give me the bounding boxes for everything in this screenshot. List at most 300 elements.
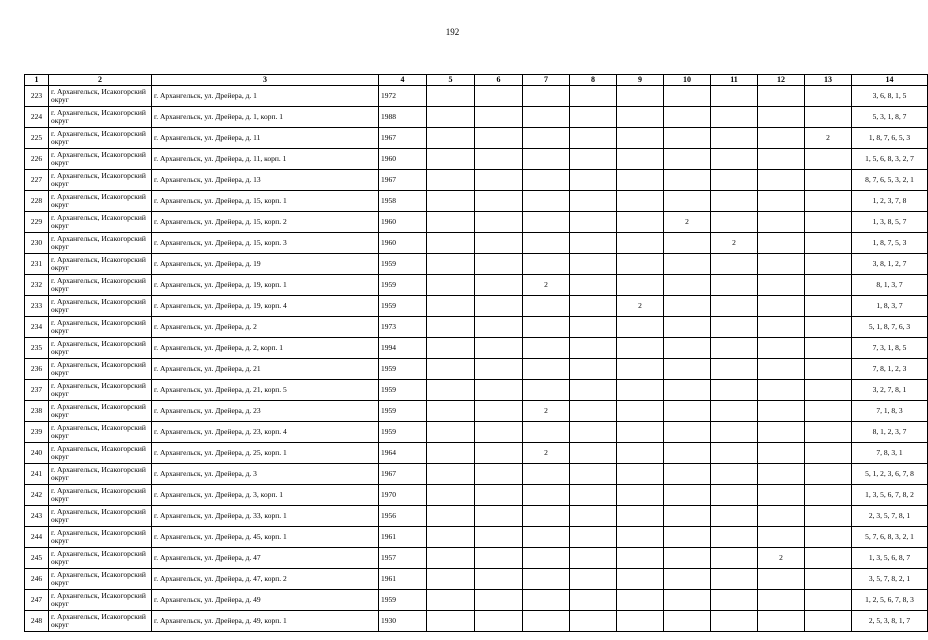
value-cell-8 [570,275,617,296]
row-number: 247 [25,590,49,611]
value-cell-5 [427,590,475,611]
codes-cell: 5, 7, 6, 8, 3, 2, 1 [852,527,928,548]
district-cell: г. Архангельск, Исакогорский округ [49,317,152,338]
value-cell-12 [758,485,805,506]
value-cell-12 [758,464,805,485]
value-cell-13 [805,380,852,401]
codes-cell: 5, 3, 1, 8, 7 [852,107,928,128]
district-cell: г. Архангельск, Исакогорский округ [49,86,152,107]
column-header-10: 10 [664,75,711,86]
value-cell-9 [617,191,664,212]
codes-cell: 5, 1, 8, 7, 6, 3 [852,317,928,338]
value-cell-11 [711,527,758,548]
value-cell-8 [570,443,617,464]
value-cell-7 [523,338,570,359]
district-cell: г. Архангельск, Исакогорский округ [49,401,152,422]
value-cell-11 [711,485,758,506]
value-cell-5 [427,569,475,590]
value-cell-8 [570,128,617,149]
value-cell-6 [475,149,523,170]
value-cell-11 [711,380,758,401]
table-row [25,149,928,170]
value-cell-10 [664,590,711,611]
value-cell-12 [758,317,805,338]
value-cell-6 [475,527,523,548]
value-cell-13 [805,86,852,107]
row-number: 244 [25,527,49,548]
address-cell: г. Архангельск, ул. Дрейера, д. 47 [152,548,379,569]
district-cell: г. Архангельск, Исакогорский округ [49,590,152,611]
value-cell-13 [805,527,852,548]
value-cell-6 [475,128,523,149]
value-cell-6 [475,506,523,527]
value-cell-7 [523,569,570,590]
district-cell: г. Архангельск, Исакогорский округ [49,611,152,632]
table-row [25,611,928,632]
value-cell-12: 2 [758,548,805,569]
year-cell: 1956 [379,506,427,527]
column-header-4: 4 [379,75,427,86]
value-cell-11 [711,401,758,422]
value-cell-8 [570,317,617,338]
table-row [25,548,928,569]
district-cell: г. Архангельск, Исакогорский округ [49,149,152,170]
value-cell-8 [570,296,617,317]
value-cell-9 [617,170,664,191]
codes-cell: 1, 8, 3, 7 [852,296,928,317]
address-cell: г. Архангельск, ул. Дрейера, д. 23 [152,401,379,422]
codes-cell: 1, 3, 5, 6, 8, 7 [852,548,928,569]
district-cell: г. Архангельск, Исакогорский округ [49,212,152,233]
address-cell: г. Архангельск, ул. Дрейера, д. 25, корп. 1 [152,443,379,464]
row-number: 226 [25,149,49,170]
codes-cell: 1, 2, 5, 6, 7, 8, 3 [852,590,928,611]
value-cell-13 [805,170,852,191]
district-cell: г. Архангельск, Исакогорский округ [49,254,152,275]
register-table [24,74,928,632]
row-number: 224 [25,107,49,128]
value-cell-6 [475,212,523,233]
district-cell: г. Архангельск, Исакогорский округ [49,485,152,506]
value-cell-10 [664,191,711,212]
value-cell-10 [664,380,711,401]
value-cell-12 [758,401,805,422]
value-cell-9 [617,380,664,401]
value-cell-12 [758,296,805,317]
codes-cell: 8, 1, 3, 7 [852,275,928,296]
value-cell-13 [805,338,852,359]
value-cell-9: 2 [617,296,664,317]
value-cell-5 [427,359,475,380]
codes-cell: 2, 5, 3, 8, 1, 7 [852,611,928,632]
value-cell-7 [523,611,570,632]
value-cell-13 [805,359,852,380]
value-cell-12 [758,506,805,527]
value-cell-9 [617,569,664,590]
row-number: 230 [25,233,49,254]
year-cell: 1967 [379,170,427,191]
year-cell: 1959 [379,296,427,317]
value-cell-13 [805,443,852,464]
year-cell: 1959 [379,590,427,611]
row-number: 240 [25,443,49,464]
value-cell-11 [711,170,758,191]
value-cell-6 [475,380,523,401]
row-number: 243 [25,506,49,527]
value-cell-7 [523,548,570,569]
value-cell-11 [711,317,758,338]
value-cell-10 [664,296,711,317]
value-cell-10 [664,443,711,464]
address-cell: г. Архангельск, ул. Дрейера, д. 2 [152,317,379,338]
table-row [25,170,928,191]
table-row [25,296,928,317]
table-row [25,212,928,233]
table-row [25,590,928,611]
value-cell-11 [711,338,758,359]
year-cell: 1959 [379,401,427,422]
value-cell-6 [475,317,523,338]
value-cell-5 [427,443,475,464]
value-cell-7: 2 [523,401,570,422]
column-header-9: 9 [617,75,664,86]
value-cell-6 [475,443,523,464]
table-row [25,275,928,296]
value-cell-6 [475,611,523,632]
codes-cell: 1, 5, 6, 8, 3, 2, 7 [852,149,928,170]
value-cell-7 [523,191,570,212]
value-cell-7: 2 [523,275,570,296]
value-cell-13 [805,506,852,527]
value-cell-13 [805,191,852,212]
table-row [25,254,928,275]
value-cell-6 [475,422,523,443]
value-cell-5 [427,611,475,632]
value-cell-7 [523,317,570,338]
value-cell-9 [617,527,664,548]
address-cell: г. Архангельск, ул. Дрейера, д. 33, корп. 1 [152,506,379,527]
year-cell: 1988 [379,107,427,128]
value-cell-9 [617,212,664,233]
value-cell-13 [805,485,852,506]
value-cell-5 [427,212,475,233]
value-cell-9 [617,464,664,485]
value-cell-6 [475,170,523,191]
table-row [25,86,928,107]
value-cell-11 [711,443,758,464]
value-cell-10 [664,86,711,107]
value-cell-12 [758,359,805,380]
codes-cell: 5, 1, 2, 3, 6, 7, 8 [852,464,928,485]
value-cell-9 [617,86,664,107]
value-cell-12 [758,212,805,233]
value-cell-7 [523,485,570,506]
column-header-2: 2 [49,75,152,86]
value-cell-9 [617,149,664,170]
address-cell: г. Архангельск, ул. Дрейера, д. 3, корп. 1 [152,485,379,506]
table-row [25,485,928,506]
value-cell-11 [711,506,758,527]
value-cell-9 [617,611,664,632]
value-cell-13: 2 [805,128,852,149]
value-cell-7 [523,212,570,233]
table-row [25,464,928,485]
value-cell-5 [427,338,475,359]
value-cell-11 [711,128,758,149]
value-cell-6 [475,401,523,422]
district-cell: г. Архангельск, Исакогорский округ [49,548,152,569]
table-row [25,401,928,422]
codes-cell: 1, 3, 8, 5, 7 [852,212,928,233]
value-cell-5 [427,527,475,548]
value-cell-5 [427,86,475,107]
row-number: 248 [25,611,49,632]
address-cell: г. Архангельск, ул. Дрейера, д. 21 [152,359,379,380]
value-cell-11 [711,275,758,296]
address-cell: г. Архангельск, ул. Дрейера, д. 15, корп. 2 [152,212,379,233]
district-cell: г. Архангельск, Исакогорский округ [49,380,152,401]
address-cell: г. Архангельск, ул. Дрейера, д. 19 [152,254,379,275]
row-number: 223 [25,86,49,107]
column-header-1: 1 [25,75,49,86]
value-cell-13 [805,107,852,128]
value-cell-7 [523,464,570,485]
year-cell: 1960 [379,233,427,254]
value-cell-5 [427,149,475,170]
column-header-12: 12 [758,75,805,86]
year-cell: 1961 [379,527,427,548]
value-cell-12 [758,590,805,611]
district-cell: г. Архангельск, Исакогорский округ [49,338,152,359]
row-number: 241 [25,464,49,485]
codes-cell: 3, 8, 1, 2, 7 [852,254,928,275]
address-cell: г. Архангельск, ул. Дрейера, д. 19, корп. 4 [152,296,379,317]
value-cell-6 [475,485,523,506]
value-cell-6 [475,359,523,380]
table-row [25,128,928,149]
year-cell: 1959 [379,275,427,296]
year-cell: 1960 [379,212,427,233]
value-cell-9 [617,275,664,296]
year-cell: 1967 [379,464,427,485]
value-cell-7 [523,296,570,317]
value-cell-13 [805,233,852,254]
value-cell-12 [758,107,805,128]
row-number: 239 [25,422,49,443]
value-cell-11 [711,86,758,107]
value-cell-7 [523,506,570,527]
address-cell: г. Архангельск, ул. Дрейера, д. 15, корп. 1 [152,191,379,212]
year-cell: 1930 [379,611,427,632]
value-cell-8 [570,527,617,548]
value-cell-8 [570,191,617,212]
value-cell-7 [523,149,570,170]
value-cell-8 [570,569,617,590]
district-cell: г. Архангельск, Исакогорский округ [49,464,152,485]
address-cell: г. Архангельск, ул. Дрейера, д. 1, корп. 1 [152,107,379,128]
value-cell-13 [805,149,852,170]
value-cell-13 [805,401,852,422]
column-header-5: 5 [427,75,475,86]
value-cell-9 [617,506,664,527]
value-cell-9 [617,128,664,149]
value-cell-10 [664,464,711,485]
value-cell-13 [805,212,852,233]
value-cell-5 [427,380,475,401]
value-cell-9 [617,443,664,464]
value-cell-10 [664,254,711,275]
value-cell-11 [711,569,758,590]
address-cell: г. Архангельск, ул. Дрейера, д. 3 [152,464,379,485]
codes-cell: 8, 1, 2, 3, 7 [852,422,928,443]
value-cell-13 [805,254,852,275]
value-cell-10 [664,317,711,338]
value-cell-5 [427,191,475,212]
value-cell-11: 2 [711,233,758,254]
value-cell-11 [711,464,758,485]
address-cell: г. Архангельск, ул. Дрейера, д. 21, корп. 5 [152,380,379,401]
value-cell-12 [758,170,805,191]
table-row [25,506,928,527]
address-cell: г. Архангельск, ул. Дрейера, д. 1 [152,86,379,107]
value-cell-11 [711,611,758,632]
table-row [25,443,928,464]
value-cell-7 [523,86,570,107]
value-cell-6 [475,254,523,275]
value-cell-8 [570,548,617,569]
value-cell-11 [711,212,758,233]
district-cell: г. Архангельск, Исакогорский округ [49,191,152,212]
table-row [25,359,928,380]
district-cell: г. Архангельск, Исакогорский округ [49,569,152,590]
address-cell: г. Архангельск, ул. Дрейера, д. 13 [152,170,379,191]
codes-cell: 8, 7, 6, 5, 3, 2, 1 [852,170,928,191]
value-cell-8 [570,170,617,191]
value-cell-9 [617,485,664,506]
header-row [25,75,928,86]
address-cell: г. Архангельск, ул. Дрейера, д. 49 [152,590,379,611]
value-cell-8 [570,338,617,359]
value-cell-8 [570,359,617,380]
table-row [25,380,928,401]
value-cell-7 [523,359,570,380]
value-cell-12 [758,233,805,254]
value-cell-10 [664,485,711,506]
value-cell-11 [711,191,758,212]
value-cell-10 [664,107,711,128]
district-cell: г. Архангельск, Исакогорский округ [49,527,152,548]
district-cell: г. Архангельск, Исакогорский округ [49,107,152,128]
value-cell-6 [475,590,523,611]
value-cell-6 [475,569,523,590]
value-cell-5 [427,317,475,338]
value-cell-7 [523,422,570,443]
value-cell-11 [711,422,758,443]
district-cell: г. Архангельск, Исакогорский округ [49,128,152,149]
codes-cell: 7, 1, 8, 3 [852,401,928,422]
value-cell-9 [617,107,664,128]
year-cell: 1957 [379,548,427,569]
value-cell-8 [570,380,617,401]
page-number: 192 [445,27,460,37]
value-cell-11 [711,296,758,317]
value-cell-10 [664,338,711,359]
row-number: 236 [25,359,49,380]
value-cell-12 [758,86,805,107]
value-cell-9 [617,338,664,359]
value-cell-12 [758,443,805,464]
year-cell: 1973 [379,317,427,338]
value-cell-9 [617,317,664,338]
row-number: 237 [25,380,49,401]
column-header-7: 7 [523,75,570,86]
codes-cell: 3, 2, 7, 8, 1 [852,380,928,401]
table-row [25,233,928,254]
value-cell-8 [570,506,617,527]
value-cell-5 [427,485,475,506]
value-cell-5 [427,128,475,149]
year-cell: 1959 [379,254,427,275]
value-cell-5 [427,464,475,485]
value-cell-7 [523,527,570,548]
value-cell-6 [475,233,523,254]
value-cell-6 [475,275,523,296]
value-cell-13 [805,422,852,443]
codes-cell: 7, 8, 1, 2, 3 [852,359,928,380]
address-cell: г. Архангельск, ул. Дрейера, д. 23, корп. 4 [152,422,379,443]
table-row [25,422,928,443]
value-cell-10 [664,128,711,149]
value-cell-8 [570,212,617,233]
codes-cell: 7, 3, 1, 8, 5 [852,338,928,359]
year-cell: 1964 [379,443,427,464]
value-cell-7 [523,590,570,611]
row-number: 225 [25,128,49,149]
codes-cell: 3, 5, 7, 8, 2, 1 [852,569,928,590]
value-cell-12 [758,191,805,212]
value-cell-10 [664,275,711,296]
value-cell-8 [570,86,617,107]
address-cell: г. Архангельск, ул. Дрейера, д. 45, корп. 1 [152,527,379,548]
row-number: 232 [25,275,49,296]
value-cell-6 [475,464,523,485]
value-cell-13 [805,611,852,632]
value-cell-8 [570,590,617,611]
value-cell-13 [805,296,852,317]
address-cell: г. Архангельск, ул. Дрейера, д. 11, корп. 1 [152,149,379,170]
value-cell-5 [427,401,475,422]
address-cell: г. Архангельск, ул. Дрейера, д. 15, корп. 3 [152,233,379,254]
codes-cell: 3, 6, 8, 1, 5 [852,86,928,107]
value-cell-8 [570,401,617,422]
value-cell-10 [664,548,711,569]
value-cell-5 [427,548,475,569]
value-cell-9 [617,548,664,569]
value-cell-12 [758,275,805,296]
value-cell-13 [805,590,852,611]
address-cell: г. Архангельск, ул. Дрейера, д. 49, корп. 1 [152,611,379,632]
year-cell: 1958 [379,191,427,212]
district-cell: г. Архангельск, Исакогорский округ [49,443,152,464]
value-cell-13 [805,548,852,569]
value-cell-7 [523,254,570,275]
value-cell-6 [475,296,523,317]
value-cell-10 [664,149,711,170]
value-cell-10 [664,233,711,254]
value-cell-5 [427,296,475,317]
value-cell-6 [475,191,523,212]
value-cell-9 [617,401,664,422]
